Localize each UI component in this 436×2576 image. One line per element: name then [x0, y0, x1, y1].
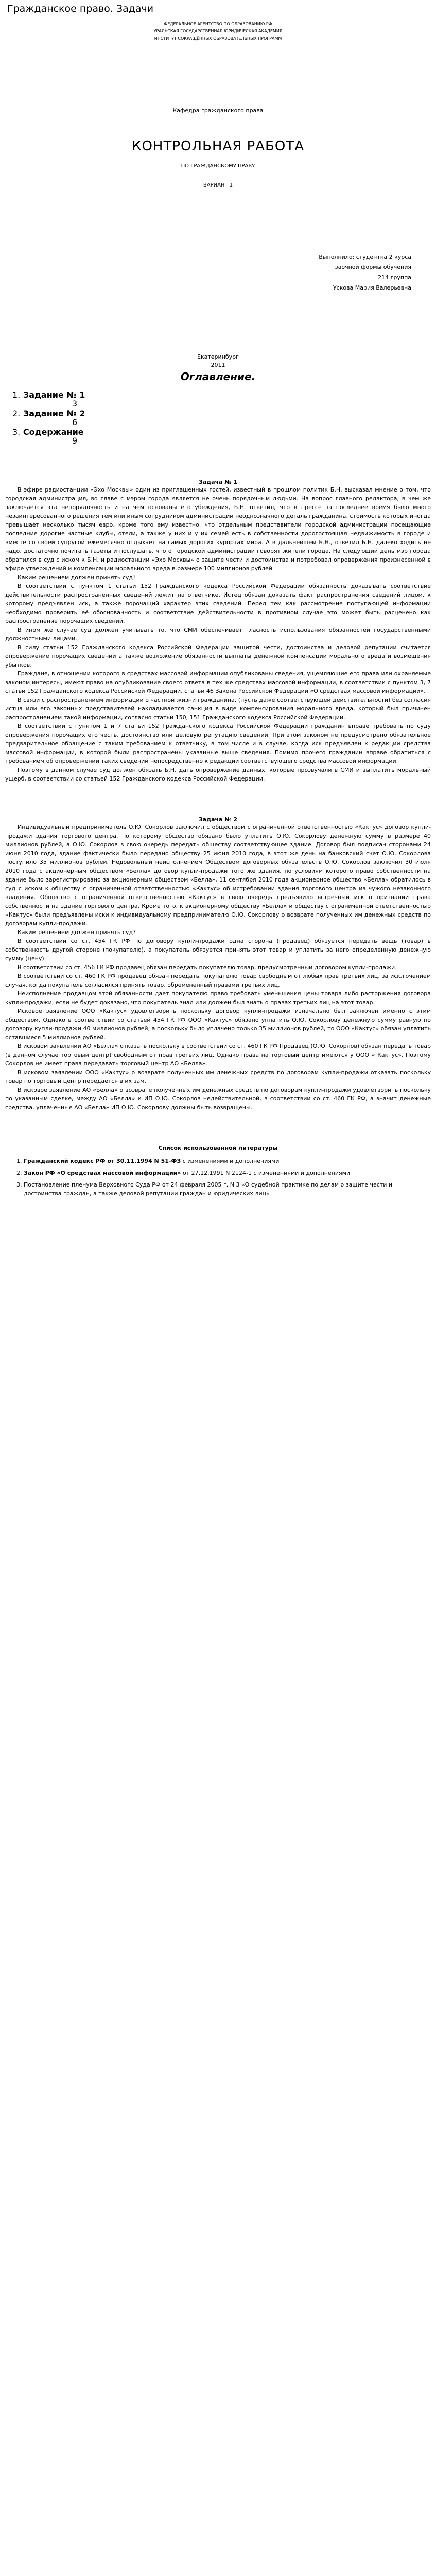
task-1-title: Задача № 1: [198, 479, 238, 485]
agency-header: [5, 21, 431, 42]
task-2-title: Задача № 2: [198, 816, 238, 823]
reference-bold: Закон РФ «О средствах массовой информации»: [24, 1170, 181, 1176]
references: [5, 1145, 431, 1198]
task-2-paragraph: В соответствии со ст. 454 ГК РФ по договору купли-продажи одна сторона (продавец) обязуется передать вещь (товар) в собственность другой стороне (покупателю), а покупатель обязуется принять этот товар и уплатить за него определенную денежную сумму (цену).: [5, 938, 431, 962]
toc-item-label: Задание № 1: [23, 390, 85, 400]
toc-item[interactable]: [12, 409, 431, 427]
author-line: Выполнило: студентка 2 курса: [319, 253, 411, 260]
toc-item-page: 9: [72, 436, 78, 446]
department-name: Кафедра гражданского права: [172, 107, 264, 114]
task-2-paragraph: В соответствии со ст. 460 ГК РФ продавец обязан передать покупателю товар свободным от любых прав третьих лиц, за исключением случая, когда покупатель согласился принять товар, обремененный правами третьих лиц.: [5, 973, 431, 988]
author-block: [5, 252, 431, 293]
author-line: Ускова Мария Валерьевна: [333, 284, 411, 291]
city-year-block: [5, 353, 431, 369]
task-2-paragraph: Неисполнение продавцом этой обязанности дает покупателю право требовать уменьшения цены товара либо расторжения договора купли-продажи, если не будет доказано, что покупатель знал или должен был знать о правах третьих лиц на этот товар.: [5, 990, 431, 1006]
city: Екатеринбург: [197, 353, 239, 360]
task-1-paragraph: Каким решением должен принять суд?: [18, 574, 136, 581]
toc-item-page: 3: [72, 399, 78, 409]
reference-item: [24, 1168, 431, 1177]
toc-item-number: 1.: [12, 390, 21, 400]
title-page: [5, 21, 431, 369]
toc-list: [12, 390, 431, 446]
toc-item-page: 6: [72, 417, 78, 427]
agency-line: ИНСТИТУТ СОКРАЩЁННЫХ ОБРАЗОВАТЕЛЬНЫХ ПРОГРАММ: [154, 36, 282, 41]
author-line: 214 группа: [378, 274, 411, 281]
task-2-paragraph: В исковое заявление АО «Белла» о возврате полученных им денежных средств по договорам купли-продажи удовлетворить поскольку по указанным сделке, между АО «Белла» и ИП О.Ю. Сокорлов недействительной, в соответствии со ст. 460 ГК РФ, а значит денежные средства, уплаченные АО «Белла» ИП О.Ю. Сокорлову должны быть возвращены.: [5, 1087, 431, 1111]
toc-item[interactable]: [12, 427, 431, 446]
task-2-paragraph: В соответствии со ст. 456 ГК РФ продавец обязан передать покупателю товар, предусмотренный договором купли-продажи.: [18, 964, 397, 971]
toc-title: Оглавление.: [180, 370, 256, 383]
agency-line: УРАЛЬСКАЯ ГОСУДАРСТВЕННАЯ ЮРИДИЧЕСКАЯ АКАДЕМИЯ: [153, 29, 283, 33]
author-line: заочной формы обучения: [335, 264, 411, 270]
references-list: [5, 1157, 431, 1198]
document-heading: Гражданское право. Задачи: [7, 3, 154, 14]
reference-text: с изменениями и дополнениями: [181, 1158, 280, 1164]
task-1-paragraph: В соответствии с пунктом 1 статьи 152 Гражданского кодекса Российской Федерации обязанность доказывать соответствие действительности распространенных сведений лежит на ответчике. Истец обязан доказать факт распространения сведений лицом, к которому предъявлен иск, а также порочащий характер этих сведений. Перед тем как рассмотрение поступающей информации необходимо проверить её обоснованность и соответствие действительности в противном случае это может быть расценено как распространение порочащих сведений.: [5, 583, 431, 624]
table-of-contents: [5, 370, 431, 446]
task-1-paragraph: В соответствии с пунктом 1 и 7 статьи 152 Гражданского кодекса Российской Федерации гражданин вправе требовать по суду опровержения порочащих его честь, достоинство или деловую репутацию сведений. При этом законом не предусмотрено обязательное предварительное обращение с таким требованием к ответчику, в том числе и в случае, когда иск предъявлен к редакции средства массовой информации, в которой были распространены указанные выше сведения. Помимо прочего гражданин вправе обратиться с требованием об опровержении таких сведений непосредственно к редакции соответствующего средства массовой информации.: [5, 723, 431, 765]
variant-line: ВАРИАНТ 1: [203, 182, 233, 188]
toc-item-label: Задание № 2: [23, 409, 85, 418]
toc-item[interactable]: [12, 390, 431, 409]
task-1-paragraph: В ином же случае суд должен учитывать то, что СМИ обеспечивает гласность использования обязанностей государственными должностными лицами.: [5, 626, 431, 642]
task-1-paragraph: В силу статьи 152 Гражданского кодекса Российской Федерации защитой чести, достоинства и деловой репутации считается опровержение порочащих сведений а также возложение обязанности выплаты денежной компенсации морального вреда и возмещения убытков.: [5, 644, 431, 668]
reference-text: Постановление пленума Верховного Суда РФ от 24 февраля 2005 г. N 3 «О судебной практике по делам о защите чести и достоинства граждан, а также деловой репутации граждан и юридических лиц»: [24, 1181, 393, 1197]
toc-item-number: 3.: [12, 427, 21, 437]
references-title: Список использованной литературы: [158, 1145, 278, 1151]
task-2-paragraph: В исковом заявлении АО «Белла» отказать поскольку в соответствии со ст. 460 ГК РФ Продавец (О.Ю. Сокорлов) обязан передать товар (в данном случае торговый центр) свободным от прав третьих лиц. Однако права на торговый центр имеются у ООО « Кактус». Поэтому Сокорлов не имеет права передавать торговый центр АО «Белла».: [5, 1043, 431, 1067]
task-2-paragraph: В исковом заявлении ООО «Кактус» о возврате полученных им денежных средств по договорам купли-продажи отказать поскольку товар по торговый центр передается в их зам.: [5, 1069, 431, 1084]
task-1-paragraph: В эфире радиостанции «Эхо Москвы» один из приглашенных гостей, известный в прошлом политик Б.Н. высказал мнение о том, что городская администрация, во главе с мэром города является не очень порядочным людьми. На вопрос главного редактора, в чем же заключается эта непорядочность и на чем основаны его убеждения, Б.Н. ответил, что в прессе за последнее время было много незаинтересованного решения тем или иным сотрудником администрации неоднозначного деталь гражданина, стоимость которых иногда превышает несколько тысяч евро, кроме того ему известно, что отдельным представители городской администрации посещающие последние дорогие частные клубы, отели, а также у них и у их семей есть в собственности дорогостоящая недвижимость в городе и вместе со своей супругой ежемесячно отдыхает на самых дорогих курортах мира. А в дальнейшем Б.Н., ответил Б.Н. далеко ходить не надо, достаточно почитать газеты и послушать, что о городской администрации говорят жители города. На следующий день мэр города обратился в суд с иском к Б.Н. и радиостанции «Эхо Москвы» о защите чести и достоинства и потребовал опровержения произнесенной в эфире утверждений и компенсации морального вреда в размере 100 миллионов рублей.: [5, 486, 431, 572]
task-2: [5, 816, 431, 1112]
subject-line: ПО ГРАЖДАНСКОМУ ПРАВУ: [181, 163, 255, 169]
reference-item: [24, 1157, 431, 1165]
toc-item-label: Содержание: [23, 427, 84, 437]
reference-text: от 27.12.1991 N 2124-1 с изменениями и дополнениями: [181, 1170, 351, 1176]
agency-line: ФЕДЕРАЛЬНОЕ АГЕНТСТВО ПО ОБРАЗОВАНИЮ РФ: [164, 22, 272, 26]
task-1: [5, 479, 431, 783]
reference-bold: Гражданский кодекс РФ от 30.11.1994 N 51-ФЗ: [24, 1158, 181, 1164]
task-1-paragraph: В связи с распространением информации о частной жизни гражданина, (пусть даже соответствующей действительности) без согласия истца или его законных представителей накладывается санкция в виде компенсирования морального вреда, который был причинен распространением такой информации, согласно статьи 150, 151 Гражданского кодекса Российской Федерации.: [5, 697, 431, 721]
work-type-title: КОНТРОЛЬНАЯ РАБОТА: [132, 139, 304, 154]
toc-item-number: 2.: [12, 409, 21, 418]
task-1-paragraph: Поэтому в данном случае суд должен обязать Б.Н. дать опровержение данных, которые прозвучали в СМИ и выплатить моральный ущерб, в соответствии со статьей 152 Гражданского кодекса Российской Федерации.: [5, 767, 431, 782]
task-1-paragraph: Граждане, в отношении которого в средствах массовой информации опубликованы сведения, ущемляющие его права или охраняемые законом интересы, имеют право на опубликование своего ответа в тех же средствах массовой информации, в соответствии с пунктом 3, 7 статьи 152 Гражданского кодекса Российской Федерации, статьи 46 Закона Российской Федерации «О средствах массовой информации».: [5, 670, 431, 694]
year: 2011: [211, 362, 225, 368]
task-2-paragraph: Индивидуальный предприниматель О.Ю. Сокорлов заключил с обществом с ограниченной ответственностью «Кактус» договор купли-продажи здания торгового центра, по которому общество обязано было уплатить О.Ю. Сокорлову денежную сумму в размере 40 миллионов рублей, а О.Ю. Сокорлов в свою очередь передать обществу соответствующее здание. Договор был подписан сторонами 24 июня 2010 года, здание фактически было передано обществу 25 июня 2010 года, в этот же день на банковский счет О.Ю. Сокорлова поступило 35 миллионов рублей. Недовольный неисполнением Обществом договорных обязательств О.Ю. Сокорлов заключил 30 июля 2010 года с акционерным обществом «Белла» договор купли-продажи того же здания, по условиям которого право собственности на здание было зарегистрировано за акционерным обществом «Белла», 11 сентября 2010 года акционерное общество «Белла» обратилось в суд с иском к обществу с ограниченной ответственностью «Кактус» об истребовании здания торгового центра из чужого незаконного владения. Общество с ограниченной ответственностью «Кактус» в свою очередь предъявило встречный иск о признании права собственности на здание торгового центра. Кроме того, к акционерному обществу «Белла» и обществу с ограниченной ответственностью «Кактус» были предъявлены иски к индивидуальному предпринимателю О.Ю. Сокорлову о возврате полученных им денежных средств по договорам купли-продажи.: [5, 824, 431, 927]
task-2-paragraph: Каким решением должен принять суд?: [18, 929, 136, 936]
task-2-paragraph: Исковое заявление ООО «Кактус» удовлетворить поскольку договор купли-продажи изначально был заключен именно с этим обществом. Однако в соответствии со статьей 454 ГК РФ ООО «Кактус» обязано уплатить О.Ю. Сокорлову денежную сумму равную по договору купли-продажи 40 миллионов рублей, а поскольку было уплачено только 35 миллионов рублей, то ООО «Кактус» обязан уплатить оставшиеся 5 миллионов рублей.: [5, 1008, 431, 1041]
reference-item: [24, 1180, 431, 1198]
